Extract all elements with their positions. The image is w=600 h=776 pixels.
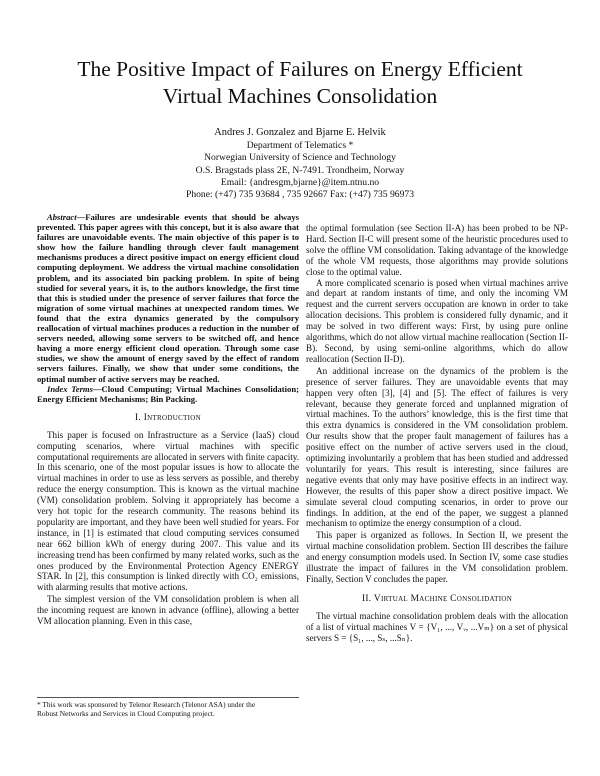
- intro-paragraph-4: An additional increase on the dynamics of the problem is the presence of server failures. They are unavoidable events that may happen very often [3], [4] and [5]. The effect of failures is very relevant, because they generate forced and unplanned migration of virtual machines. To the authors’ knowledge, this is the first time that this extra dynamics is considered in the VM consolidation problem. Our results show that the proper fault management of failures has a positive effect on the number of active servers used in the cloud, optimizing involuntarily a problem that has been studied and addressed voluntarily for years. This result is interesting, since failures are negative events that only may have positive effects in an indirect way. However, the results of this paper show a direct positive impact. We simulate several cloud computing scenarios, in order to prove our findings. In addition, at the end of the paper, we suggest a planned mechanism to optimize the energy consumption of a cloud.: [306, 365, 568, 529]
- abstract: [37, 212, 299, 384]
- right-column: [306, 223, 568, 645]
- intro-paragraph-2: The simplest version of the VM consolidation problem is when all the incoming request are known in advance (offline), allowing a better VM allocation planning. Even in this case,: [37, 594, 299, 627]
- author-university: Norwegian University of Science and Technology: [204, 152, 396, 164]
- paper-title: [30, 56, 570, 110]
- abstract-text: —Failures are undesirable events that should be always prevented. This paper agrees with this concept, but it is also aware that failures are unavoidable events. The main objective of this paper is to show how the failure handling through clever fault management mechanisms produces a direct positive impact on energy efficient cloud computing deployment. We address the virtual machine consolidation problem, and its associated bin packing problem. In spite of being studied for several years, it is, to the authors knowledge, the first time that this is studied under the presence of server failures that force the migration of some virtual machines at unexpected random times. We found that the extra dynamics generated by the compulsory reallocation of virtual machines produces a reduction in the number of servers needed, allowing some servers to be switched off, and hence having a more energy efficient cloud operation. Through some case studies, we show the amount of energy saved by the effect of random servers failures. Finally, we show that under some conditions, the optimal number of active servers may be reached.: [37, 212, 299, 384]
- index-terms: [37, 384, 299, 404]
- section-2-paragraph-1: The virtual machine consolidation problem deals with the allocation of a list of virtual machines V = {V₁, ..., Vᵥ, ...Vₘ} on a set of physical servers S = {S₁, ..., Sₛ, ...Sₙ}.: [306, 610, 568, 643]
- footnote-line-2: Robust Networks and Services in Cloud Computing project.: [37, 708, 215, 718]
- author-phone: Phone: (+47) 735 93684 , 735 92667 Fax: (+47) 735 96973: [185, 189, 414, 201]
- author-block: [60, 127, 540, 201]
- footnote-line-1: * This work was sponsored by Telenor Research (Telenor ASA) under the: [37, 700, 256, 709]
- abstract-label: Abstract: [47, 212, 77, 222]
- intro-paragraph-1: This paper is focused on Infrastructure as a Service (IaaS) cloud computing scenarios, where virtual machines with specific computational requirements are allocated in servers with finite capacity. In this scenario, one of the most popular issues is how to allocate the virtual machines in order to use as less servers as possible, and thereby reduce the energy consumption. This is known as the virtual machine (VM) consolidation problem. Solving it appropriately has become a very hot topic for the research community. The reasons behind its popularity are important, and they have been well studied for years. For instance, in [1] is estimated that cloud computing services consumed near 662 billion kWh of energy during 2007. This value and its increasing trend has been confirmed by many related works, such as the ones produced by the Environmental Protection Agency ENERGY STAR. In [2], this consumption is linked directly with CO₂ emissions, with alarming results that motive actions.: [37, 429, 299, 593]
- intro-paragraph-3: A more complicated scenario is posed when virtual machines arrive and depart at random instants of time, and only the incoming VM request and the current servers occupation are known in order to take allocation decisions. This problem is considered fully dynamic, and it may be solved in two different ways: First, by using pure online algorithms, which do not allow virtual machine reallocation (Section II-B). Second, by using semi-online algorithms, which do allow reallocation (Section II-D).: [306, 277, 568, 364]
- index-terms-label: Index Terms: [47, 383, 93, 394]
- footnote: [37, 697, 299, 719]
- title-line-1: The Positive Impact of Failures on Energy Efficient: [77, 57, 523, 81]
- section-1-heading: I. Introduction: [135, 412, 201, 423]
- author-email: Email: {andresgm,bjarne}@item.ntnu.no: [220, 176, 380, 188]
- intro-paragraph-5: This paper is organized as follows. In Section II, we present the virtual machine consolidation problem. Section III describes the failure and energy consumption models used. In Section IV, some case studies illustrate the impact of failures in the VM consolidation problem. Finally, Section V concludes the paper.: [306, 530, 568, 584]
- author-department: Department of Telematics *: [246, 140, 354, 152]
- left-column: [37, 212, 299, 628]
- index-terms-text: —Cloud Computing; Virtual Machines Consolidation; Energy Efficient Mechanisms; Bin Packing.: [37, 383, 299, 404]
- title-line-2: Virtual Machines Consolidation: [162, 84, 438, 108]
- author-address: O.S. Bragstads plass 2E, N-7491. Trondheim, Norway: [195, 164, 405, 176]
- author-names: Andres J. Gonzalez and Bjarne E. Helvik: [214, 127, 386, 138]
- intro-paragraph-2-continued: the optimal formulation (see Section II-A) has been probed to be NP-Hard. Section II-C will present some of the heuristic procedures used to solve the offline VM consolidation. Taking advantage of the knowledge of the whole VM requests, those algorithms may provide solutions close to the optimal value.: [306, 223, 568, 277]
- section-2-heading: II. Virtual Machine Consolidation: [361, 593, 513, 604]
